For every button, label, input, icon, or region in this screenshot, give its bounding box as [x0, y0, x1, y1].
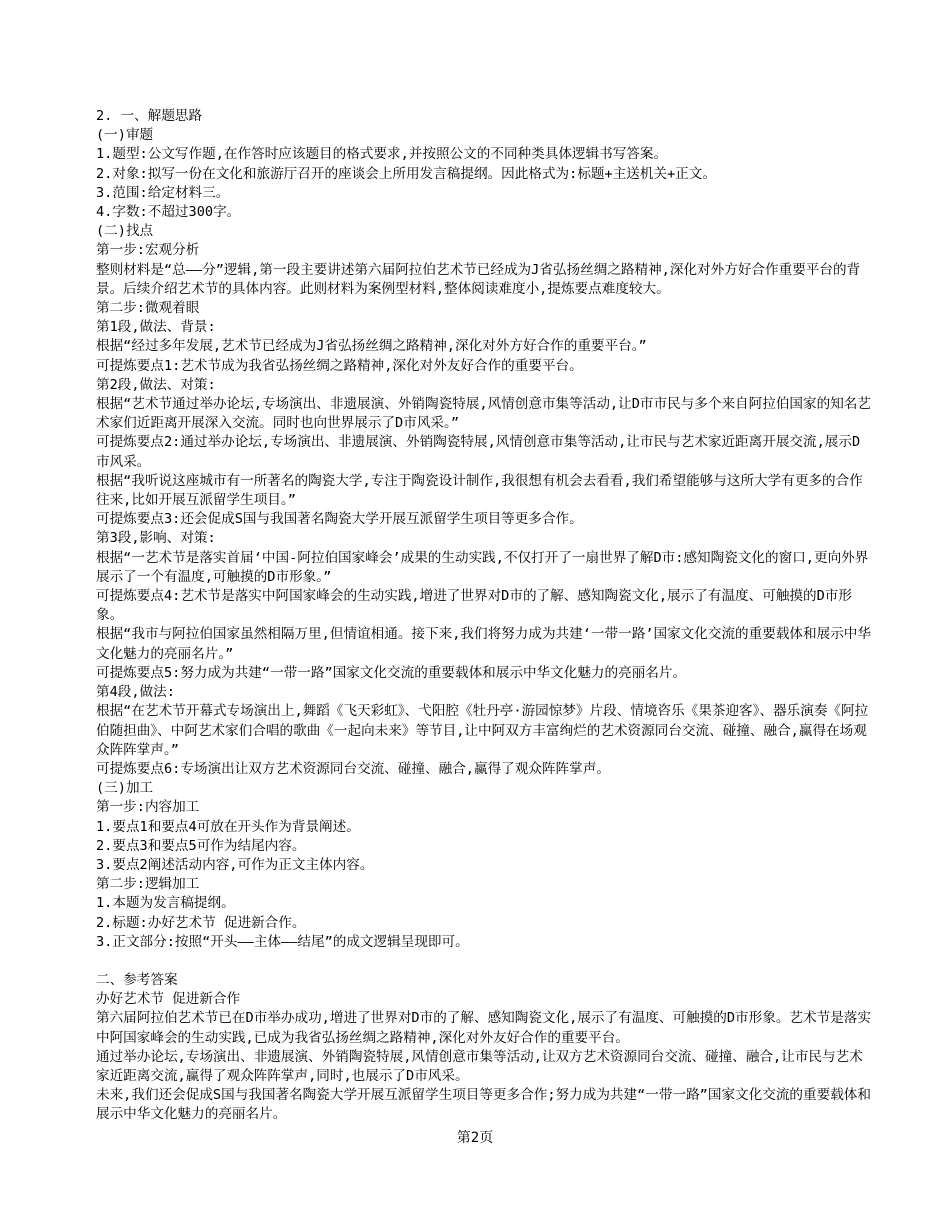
- processing-item: 1.要点1和要点4可放在开头作为背景阐述。: [96, 818, 360, 835]
- step-label: 第一步:宏观分析: [96, 242, 200, 259]
- answer-title: 办好艺术节 促进新合作: [96, 991, 241, 1008]
- review-item: 1.题型:公文写作题,在作答时应该题目的格式要求,并按照公文的不同种类具体逻辑书写答案。: [96, 146, 668, 163]
- quote: 根据“我听说这座城市有一所著名的陶瓷大学,专注于陶瓷设计制作,我很想有机会去看看,我们希望能够与这所大学有更多的合作往来,比如开展互派留学生项目。”: [96, 472, 863, 509]
- key-point: 可提炼要点1:艺术节成为我省弘扬丝绸之路精神,深化对外友好合作的重要平台。: [96, 357, 583, 374]
- step-label: 第二步:逻辑加工: [96, 876, 200, 893]
- review-heading: (一)审题: [96, 127, 154, 144]
- quote: 根据“我市与阿拉伯国家虽然相隔万里,但情谊相通。接下来,我们将努力成为共建‘一带一路’国家文化交流的重要载体和展示中华文化魅力的亮丽名片。”: [96, 626, 871, 662]
- section-spacer: [96, 952, 871, 971]
- quote: 根据“一艺术节是落实首届‘中国-阿拉伯国家峰会’成果的生动实践,不仅打开了一扇世界了解D市:感知陶瓷文化的窗口,更向外界展示了一个有温度,可触摸的D市形象。”: [96, 549, 869, 585]
- processing-item: 2.标题:办好艺术节 促进新合作。: [96, 914, 306, 931]
- answer-paragraph: 通过举办论坛,专场演出、非遗展演、外销陶瓷特展,风情创意市集等活动,让双方艺术资源同台交流、碰撞、融合,让市民与艺术家近距离交流,赢得了观众阵阵掌声,同时,也展示了D市风采。: [96, 1048, 863, 1084]
- document-body: [96, 107, 871, 1125]
- key-point: 可提炼要点3:还会促成S国与我国著名陶瓷大学开展互派留学生项目等更多合作。: [96, 511, 583, 528]
- key-point: 可提炼要点2:通过举办论坛,专场演出、非遗展演、外销陶瓷特展,风情创意市集等活动,让市民与艺术家近距离开展交流,展示D市风采。: [96, 434, 861, 470]
- answer-paragraph: 未来,我们还会促成S国与我国著名陶瓷大学开展互派留学生项目等更多合作;努力成为共建“一带一路”国家文化交流的重要载体和展示中华文化魅力的亮丽名片。: [96, 1087, 871, 1123]
- quote: 根据“艺术节通过举办论坛,专场演出、非遗展演、外销陶瓷特展,风情创意市集等活动,让D市市民与多个来自阿拉伯国家的知名艺术家们近距离开展深入交流。同时也向世界展示了D市风采。”: [96, 396, 871, 432]
- find-points-heading: (二)找点: [96, 223, 154, 240]
- paragraph-label: 第4段,做法:: [96, 684, 175, 701]
- quote: 根据“经过多年发展,艺术节已经成为J省弘扬丝绸之路精神,深化对外方好合作的重要平台。”: [96, 338, 647, 355]
- paragraph-label: 第1段,做法、背景:: [96, 319, 216, 336]
- processing-item: 3.正文部分:按照“开头——主体——结尾”的成文逻辑呈现即可。: [96, 933, 469, 950]
- paragraph-label: 第3段,影响、对策:: [96, 530, 216, 547]
- review-item: 2.对象:拟写一份在文化和旅游厅召开的座谈会上所用发言稿提纲。因此格式为:标题+主送机关+正文。: [96, 165, 717, 182]
- answer-heading: 二、参考答案: [96, 971, 178, 988]
- review-item: 3.范围:给定材料三。: [96, 184, 230, 201]
- step-label: 第一步:内容加工: [96, 799, 200, 816]
- quote: 根据“在艺术节开幕式专场演出上,舞蹈《飞天彩虹》、弋阳腔《牡丹亭·游园惊梦》片段、情境咨乐《果茶迎客》、器乐演奏《阿拉伯随担曲》、中阿艺术家们合唱的歌曲《一起向未来》等节目,让中阿双方丰富绚烂的艺术资源同台交流、碰撞、融合,赢得在场观众阵阵掌声。”: [96, 703, 869, 758]
- review-item: 4.字数:不超过300字。: [96, 204, 241, 221]
- answer-paragraph: 第六届阿拉伯艺术节已在D市举办成功,增进了世界对D市的了解、感知陶瓷文化,展示了有温度、可触摸的D市形象。艺术节是落实中阿国家峰会的生动实践,已成为我省弘扬丝绸之路精神,深化对外友好合作的重要平台。: [96, 1010, 871, 1046]
- key-point: 可提炼要点5:努力成为共建“一带一路”国家文化交流的重要载体和展示中华文化魅力的亮丽名片。: [96, 664, 687, 681]
- key-point: 可提炼要点6:专场演出让双方艺术资源同台交流、碰撞、融合,赢得了观众阵阵掌声。: [96, 760, 610, 777]
- key-point: 可提炼要点4:艺术节是落实中阿国家峰会的生动实践,增进了世界对D市的了解、感知陶瓷文化,展示了有温度、可触摸的D市形象。: [96, 588, 852, 624]
- paragraph: 整则材料是“总——分”逻辑,第一段主要讲述第六届阿拉伯艺术节已经成为J省弘扬丝绸之路精神,深化对外方好合作重要平台的背景。后续介绍艺术节的具体内容。此则材料为案例型材料,整体阅读难度小,提炼要点难度较大。: [96, 261, 861, 297]
- processing-item: 3.要点2阐述活动内容,可作为正文主体内容。: [96, 856, 374, 873]
- processing-item: 2.要点3和要点5可作为结尾内容。: [96, 837, 306, 854]
- page-number: 第2页: [456, 1130, 494, 1146]
- paragraph-label: 第2段,做法、对策:: [96, 376, 216, 393]
- processing-heading: (三)加工: [96, 780, 154, 797]
- step-label: 第二步:微观着眼: [96, 300, 200, 317]
- section-heading: 2. 一、解题思路: [96, 108, 203, 124]
- processing-item: 1.本题为发言稿提纲。: [96, 895, 235, 912]
